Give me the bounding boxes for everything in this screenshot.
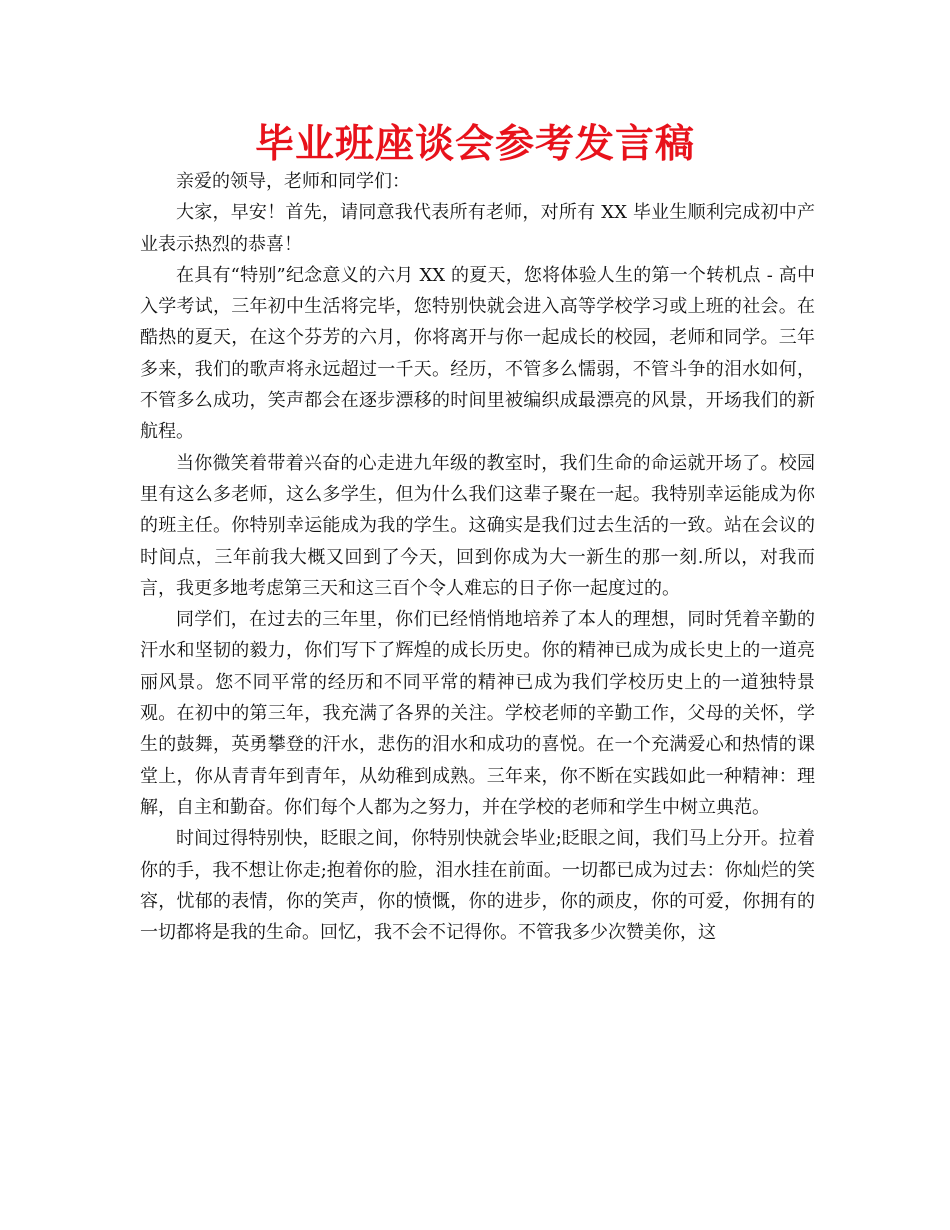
paragraph-growth: 同学们，在过去的三年里，你们已经悄悄地培养了本人的理想，同时凭着辛勤的汗水和坚韧的毅力，你们写下了辉煌的成长历史。你的精神已成为成长史上的一道亮丽风景。您不同平常的经历和不同平常的精神已成为我们学校历史上的一道独特景观。在初中的第三年，我充满了各界的关注。学校老师的辛勤工作，父母的关怀，学生的鼓舞，英勇攀登的汗水，悲伤的泪水和成功的喜悦。在一个充满爱心和热情的课堂上，你从青青年到青年，从幼稚到成熟。三年来，你不断在实践如此一种精神：理解，自主和勤奋。你们每个人都为之努力，并在学校的老师和学生中树立典范。: [140, 609, 815, 818]
paragraph-farewell: 时间过得特别快，眨眼之间，你特别快就会毕业;眨眼之间，我们马上分开。拉着你的手，我不想让你走;抱着你的脸，泪水挂在前面。一切都已成为过去：你灿烂的笑容，忧郁的表情，你的笑声，你的愤慨，你的进步，你的顽皮，你的可爱，你拥有的一切都将是我的生命。回忆，我不会不记得你。不管我多少次赞美你，这: [140, 828, 815, 944]
paragraph-classroom: 当你微笑着带着兴奋的心走进九年级的教室时，我们生命的命运就开场了。校园里有这么多老师，这么多学生，但为什么我们这辈子聚在一起。我特别幸运能成为你的班主任。你特别幸运能成为我的学生。这确实是我们过去生活的一致。站在会议的时间点，三年前我大概又回到了今天，回到你成为大一新生的那一刻.所以，对我而言，我更多地考虑第三天和这三百个令人难忘的日子你一起度过的。: [140, 452, 815, 599]
document-title: 毕业班座谈会参考发言稿: [254, 122, 695, 167]
document-body: [140, 166, 815, 948]
paragraph-greeting: 大家，早安！首先，请同意我代表所有老师，对所有 XX 毕业生顺利完成初中产业表示热烈的恭喜！: [140, 202, 815, 255]
paragraph-summer: 在具有“特别”纪念意义的六月 XX 的夏天，您将体验人生的第一个转机点 - 高中入学考试，三年初中生活将完毕，您特别快就会进入高等学校学习或上班的社会。在酷热的夏天，在这个芬芳的六月，你将离开与你一起成长的校园，老师和同学。三年多来，我们的歌声将永远超过一千天。经历，不管多么懦弱，不管斗争的泪水如何，不管多么成功，笑声都会在逐步漂移的时间里被编织成最漂亮的风景，开场我们的新航程。: [140, 264, 815, 443]
paragraph-salutation: 亲爱的领导，老师和同学们：: [176, 171, 410, 192]
